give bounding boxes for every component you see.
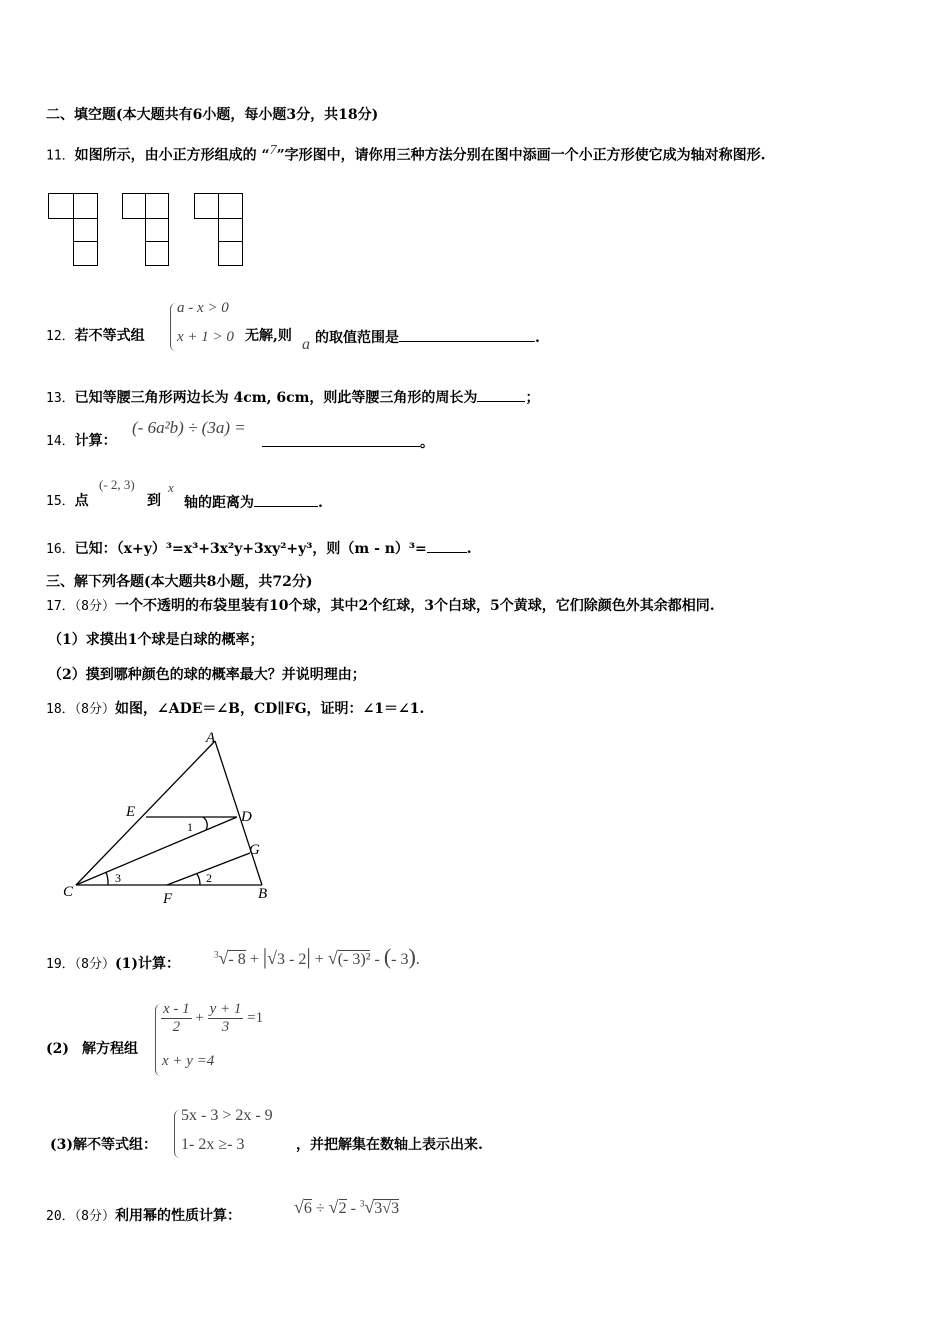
question-16: 16．已知：（x+y）³=x³+3x²y+3xy²+y³，则（m - n）³= .: [46, 538, 472, 559]
q16-text: 已知：（x+y）³=x³+3x²y+3xy²+y³，则（m - n）³=: [74, 541, 427, 557]
q15-prefix: 点: [74, 493, 89, 509]
q19-equation-2: x + y =4: [162, 1053, 215, 1069]
q14-expression: (- 6a²b) ÷ (3a) =: [132, 418, 246, 437]
side-ac: [76, 741, 215, 885]
grid-square: [122, 193, 146, 219]
radicand: (- 3)²: [337, 951, 371, 968]
label-c: C: [63, 884, 74, 900]
grid-square: [73, 218, 98, 242]
question-number: 20．: [46, 1209, 75, 1224]
question-11: [46, 142, 766, 166]
q19-part3-label: (3)解不等式组：: [50, 1137, 157, 1153]
angle-label-3: 3: [115, 871, 121, 885]
label-g: G: [249, 842, 260, 858]
grid-square: [218, 241, 243, 266]
answer-blank[interactable]: [427, 538, 467, 553]
section-title-solve: 三、解下列各题(本大题共8小题，共72分): [46, 574, 313, 590]
angle-label-2: 2: [206, 871, 212, 885]
q15-suffix: 轴的距离为: [184, 495, 254, 511]
q12-inequality-2: x + 1 > 0: [177, 329, 234, 345]
question-number: 15．: [46, 494, 75, 509]
question-number: 16．: [46, 542, 75, 557]
q19-part1-expression: $^3$√- 8 + |√3 - 2| + √(- 3)² - (- 3).: [214, 944, 420, 969]
q18-text: 如图，∠ADE＝∠B，CD∥FG，证明：∠1＝∠1.: [114, 701, 425, 717]
q19-part3-suffix: ，并把解集在数轴上表示出来.: [296, 1137, 483, 1153]
q12-mid: 无解,则: [245, 328, 292, 344]
question-score: （8分）: [74, 1209, 115, 1224]
cube-root-index: 3: [214, 949, 219, 960]
q12-suffix: 的取值范围是: [315, 330, 399, 346]
answer-blank[interactable]: [399, 327, 535, 342]
grid-square: [194, 193, 219, 219]
q20-expression: √6 ÷ √2 - $^3$√3√3: [294, 1197, 400, 1217]
q12-inequality-1: a - x > 0: [177, 300, 229, 316]
q20-text: 利用幂的性质计算：: [114, 1208, 241, 1224]
q19-part2-label: (2): [46, 1041, 69, 1057]
question-number: 19．: [46, 957, 75, 972]
q19-part2-text: 解方程组: [82, 1041, 138, 1057]
q14-prefix: 计算：: [74, 433, 117, 449]
segment-cd: [76, 817, 237, 885]
q17-part-2: （2）摸到哪种颜色的球的概率最大？并说明理由；: [48, 667, 366, 683]
brace: [170, 303, 177, 351]
angle-arc-1: [203, 817, 207, 830]
label-b: B: [258, 886, 268, 902]
radicand: - 8: [228, 951, 246, 968]
question-number: 13．: [46, 391, 75, 406]
brace: [174, 1110, 181, 1158]
question-17: [46, 597, 715, 616]
q19-equation-1: $\frac{x - 1}{2}$ + $\frac{y + 1}{3}$ =1: [163, 1001, 264, 1035]
answer-blank[interactable]: [477, 387, 525, 402]
label-d: D: [241, 809, 252, 825]
grid-square: [145, 193, 169, 219]
question-number: 17．: [46, 599, 75, 614]
question-score: （8分）: [74, 702, 115, 717]
q17-part-1: （1）求摸出1个球是白球的概率；: [48, 632, 264, 648]
grid-square: [48, 193, 74, 219]
label-e: E: [126, 804, 136, 820]
question-13: 13．已知等腰三角形两边长为 4cm, 6cm，则此等腰三角形的周长为 ；: [46, 387, 539, 408]
question-number: 18．: [46, 702, 75, 717]
q12-prefix: 若不等式组: [74, 328, 145, 344]
question-18: [46, 700, 424, 719]
q19-inequality-2: 1- 2x ≥- 3: [181, 1136, 245, 1153]
q13-text: 已知等腰三角形两边长为 4cm, 6cm，则此等腰三角形的周长为: [74, 390, 478, 406]
abs-content: 3 - 2: [277, 951, 307, 968]
label-f: F: [163, 891, 173, 907]
angle-label-1: 1: [187, 820, 193, 834]
question-number: 14．: [46, 434, 75, 449]
section-title-fill-in: 二、填空题(本大题共有6小题，每小题3分，共18分): [46, 107, 379, 123]
q15-axis: x: [168, 480, 174, 495]
q17-text: 一个不透明的布袋里装有10个球，其中2个红球，3个白球，5个黄球，它们除颜色外其余都相同.: [114, 598, 715, 614]
grid-square: [218, 218, 243, 242]
grid-square: [145, 241, 169, 266]
question-score: （8分）: [74, 599, 115, 614]
answer-blank[interactable]: [262, 432, 420, 447]
q15-mid: 到: [147, 493, 161, 509]
q19-part1-label: (1)计算：: [114, 956, 180, 972]
q15-point: (- 2, 3): [99, 477, 135, 492]
question-number: 12．: [46, 329, 75, 344]
angle-arc-2: [197, 874, 200, 885]
answer-blank[interactable]: [254, 492, 318, 507]
q11-text-b: ”字形图中，请你用三种方法分别在图中添画一个小正方形使它成为轴对称图形.: [276, 147, 766, 164]
grid-square: [218, 193, 243, 219]
question-score: （8分）: [74, 957, 115, 972]
q12-var: a: [302, 336, 310, 353]
label-a: A: [206, 730, 216, 746]
question-number: 11．: [46, 148, 75, 164]
paren-content: - 3: [391, 951, 409, 968]
q11-symbol: 7: [269, 143, 277, 158]
q18-triangle-figure: [60, 725, 285, 910]
q19-inequality-1: 5x - 3 > 2x - 9: [181, 1107, 273, 1124]
q11-text-a: 如图所示，由小正方形组成的 “: [74, 147, 270, 164]
cube-root-index: 3: [359, 1198, 365, 1209]
grid-square: [73, 193, 98, 219]
angle-arc-3: [106, 872, 108, 885]
grid-square: [145, 218, 169, 242]
grid-square: [73, 241, 98, 266]
